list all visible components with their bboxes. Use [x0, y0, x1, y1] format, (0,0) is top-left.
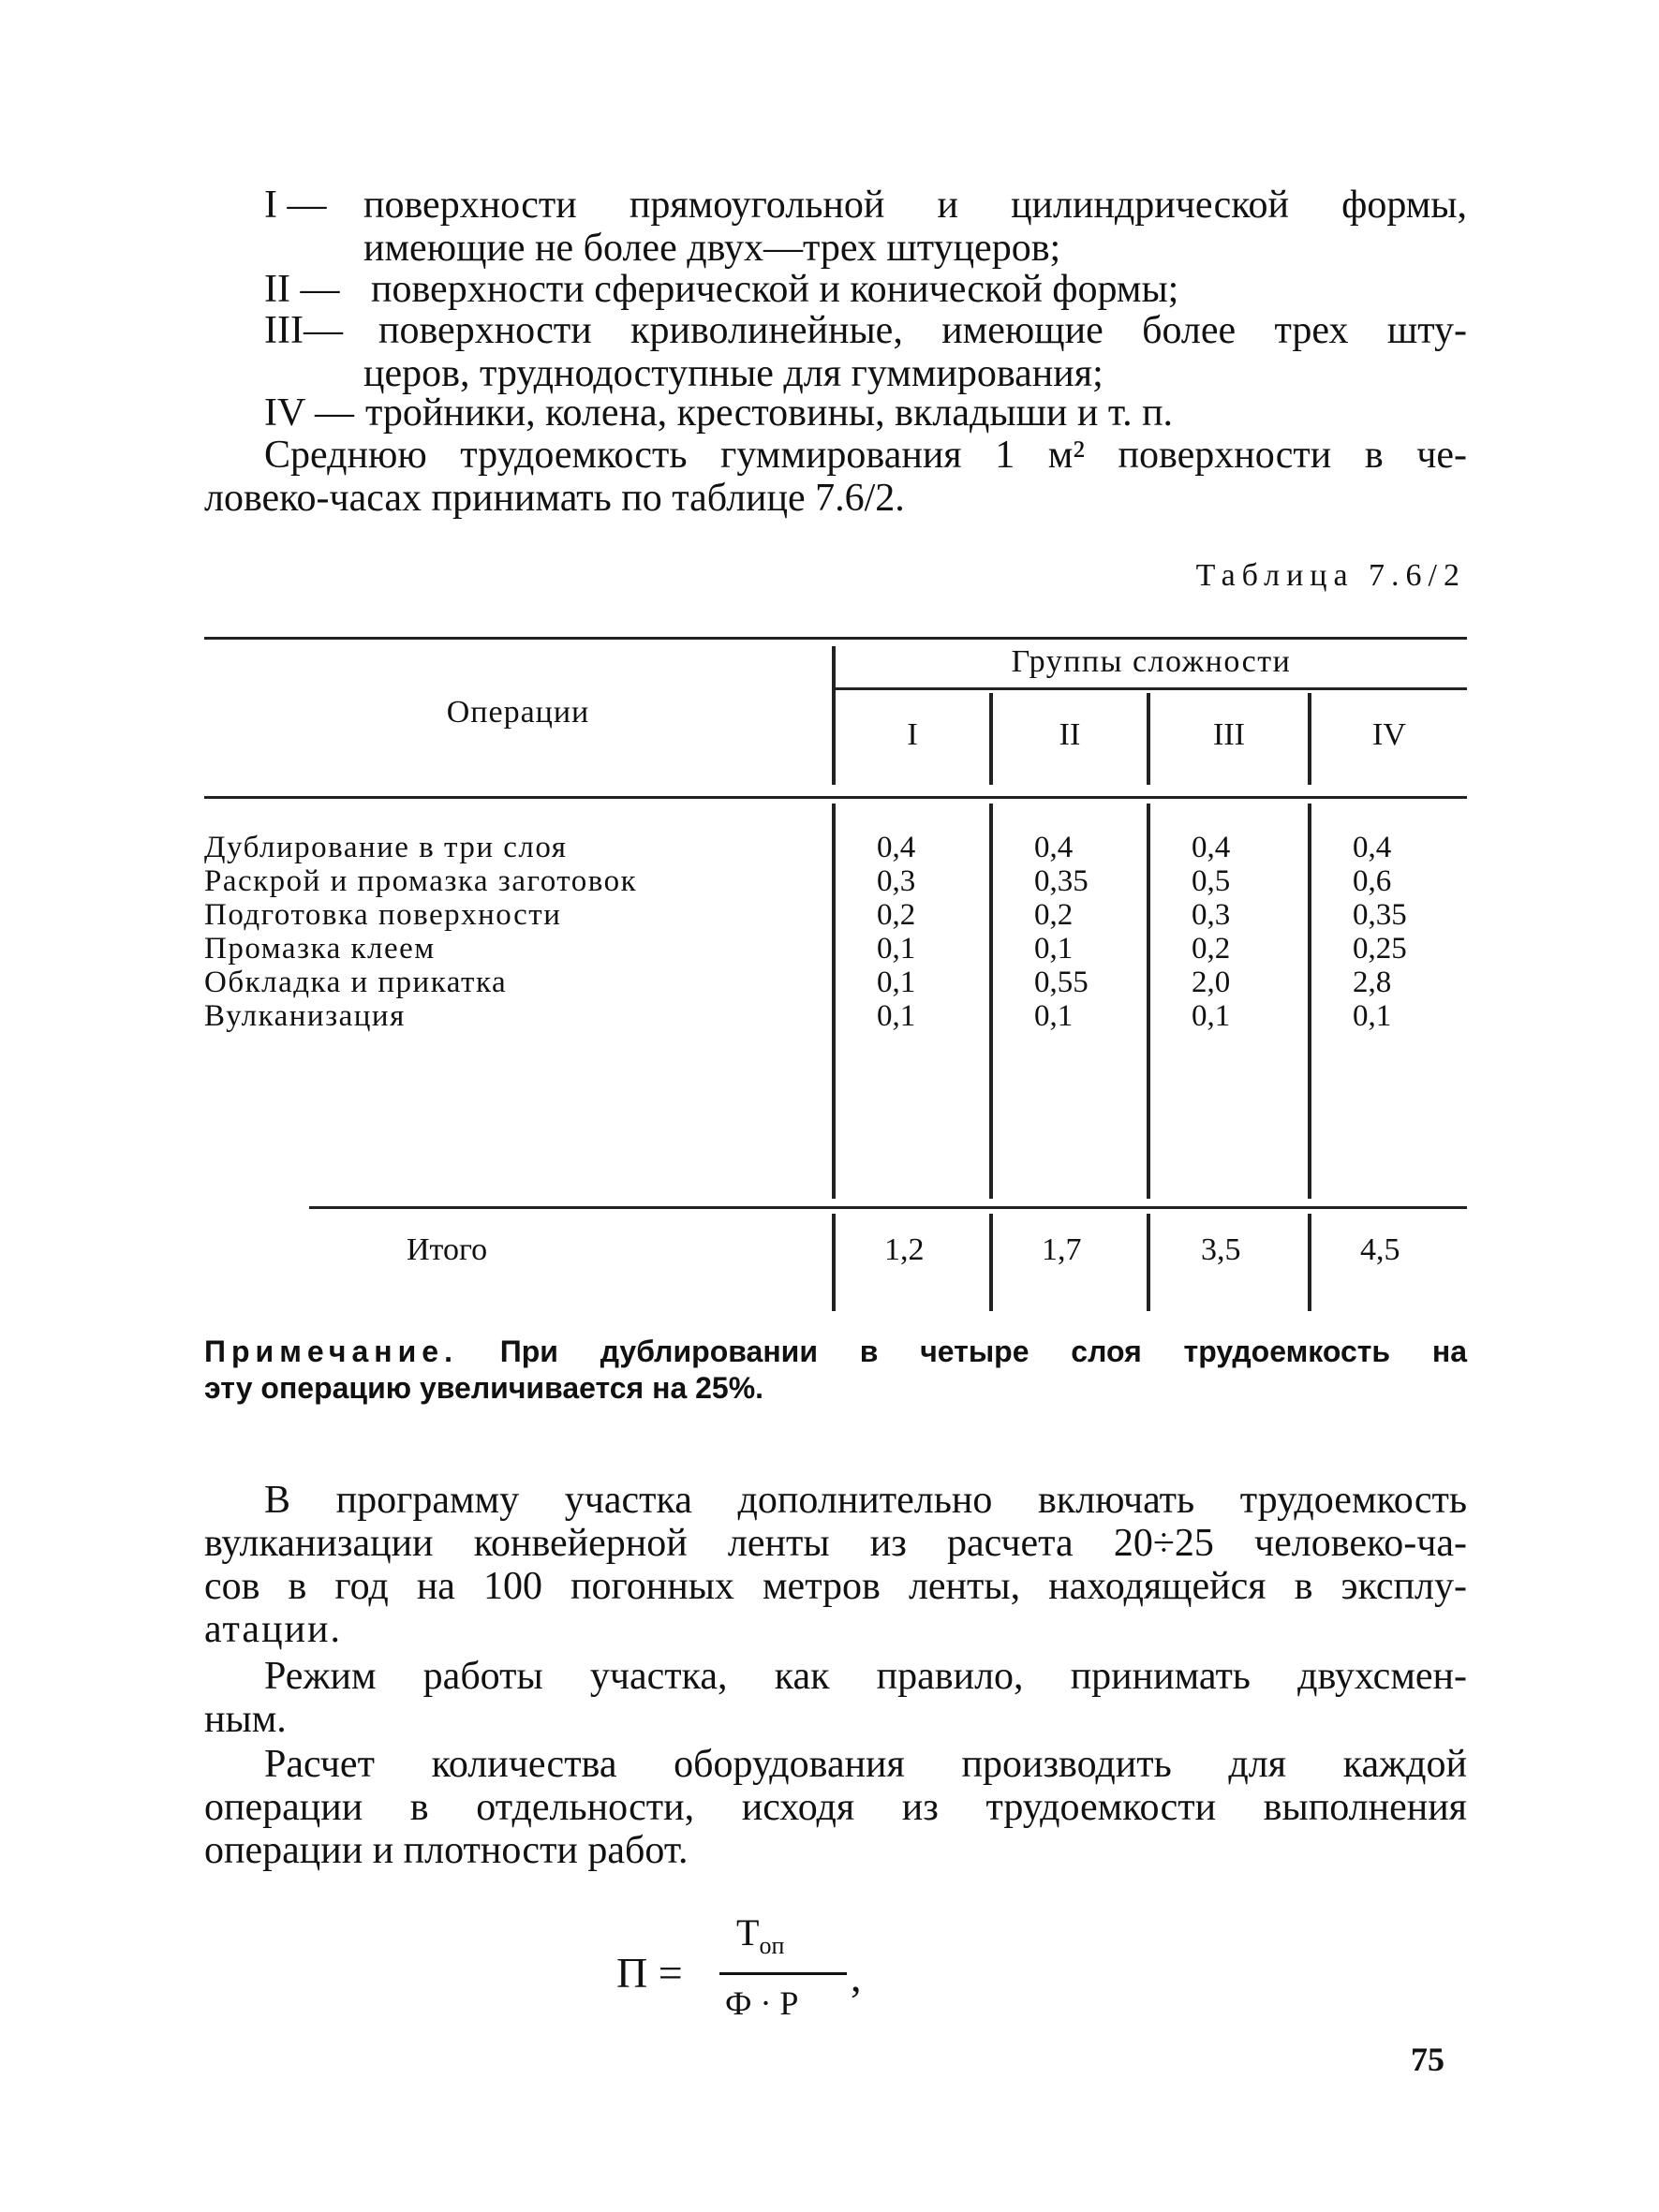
table-row-operation: Дублирование в три слоя: [204, 831, 568, 864]
table-divider-col: [989, 1214, 993, 1311]
table-cell: 0,3: [877, 864, 916, 898]
header-complexity-groups: Группы сложности: [1011, 644, 1292, 679]
group-i: [264, 184, 1467, 270]
table-cell: 0,1: [877, 932, 916, 966]
table-total-rule: [309, 1206, 1467, 1209]
table-row-operation: Обкладка и прикатка: [204, 966, 508, 999]
group-ii: [264, 268, 1467, 311]
header-group-i: I: [907, 717, 918, 752]
group-text-line: тройники, колена, крестовины, вкладыши и т. п.: [365, 391, 1174, 435]
table-cell: 0,35: [1353, 898, 1407, 932]
para2-line: ным.: [204, 1698, 287, 1741]
operations-column: [204, 831, 637, 1033]
group-numeral: IV —: [264, 391, 355, 435]
table-caption: Таблица 7.6/2: [1195, 558, 1466, 593]
note-label: Примечание.: [204, 1335, 458, 1368]
table-cell: 0,1: [1034, 999, 1074, 1033]
table-cell: 0,3: [1192, 898, 1231, 932]
table-cell: 0,1: [877, 999, 916, 1033]
table-cell: 0,5: [1192, 864, 1231, 898]
formula-comma: ,: [851, 1953, 862, 2000]
para1-line: вулканизации конвейерной ленты из расчета 20÷25 человеко-ча-: [204, 1522, 1467, 1565]
fraction-bar: [719, 1972, 847, 1975]
total-group-ii: 1,7: [1042, 1232, 1082, 1267]
formula-denominator: Ф · Р: [725, 1984, 799, 2022]
total-group-i: 1,2: [884, 1232, 925, 1267]
para3-line: операции в отдельности, исходя из трудоемкости выполнения: [204, 1786, 1467, 1829]
table-cell: 2,8: [1353, 966, 1392, 999]
table-divider-col: [1308, 804, 1311, 1199]
table-cell: 0,25: [1353, 932, 1407, 966]
table-cell: 0,2: [1034, 898, 1074, 932]
table-cell: 0,1: [877, 966, 916, 999]
formula-lhs: П =: [616, 1949, 683, 1997]
table-row-operation: Раскрой и промазка заготовок: [204, 864, 638, 898]
table-cell: 2,0: [1192, 966, 1231, 999]
table-row-operation: Подготовка поверхности: [204, 898, 562, 932]
table-cell: 0,1: [1034, 932, 1074, 966]
group-iv: [264, 391, 1467, 435]
table-divider-col: [1147, 804, 1150, 1199]
table-group-rule: [834, 687, 1467, 690]
table-cell: 0,35: [1034, 864, 1089, 898]
table-top-rule: [204, 637, 1467, 640]
table-cell: 0,55: [1034, 966, 1089, 999]
values-column-iii: [1192, 831, 1230, 1033]
table-cell: 0,1: [1192, 999, 1231, 1033]
values-column-i: [877, 831, 915, 1033]
table-divider-ops: [832, 804, 836, 1199]
table-cell: 0,4: [877, 831, 916, 864]
note-text-1: При дублировании в четыре слоя трудоемкость на: [457, 1335, 1467, 1368]
note-line-2: эту операцию увеличивается на 25%.: [204, 1371, 764, 1405]
note-line-1: [204, 1334, 1467, 1370]
table-cell: 0,4: [1353, 831, 1392, 864]
intro-line-2: ловеко-часах принимать по таблице 7.6/2.: [204, 477, 905, 520]
table-divider-col: [1147, 1214, 1150, 1311]
formula-numerator: [736, 1910, 784, 1960]
values-column-iv: [1353, 831, 1407, 1033]
intro-line-1: Среднюю трудоемкость гуммирования 1 м² поверхности в че-: [264, 434, 1467, 477]
para3-line: операции и плотности работ.: [204, 1829, 689, 1872]
table-note: [204, 1334, 1467, 1407]
para2-line: Режим работы участка, как правило, принимать двухсмен-: [264, 1655, 1467, 1698]
table-cell: 0,2: [877, 898, 916, 932]
table-divider-ops: [832, 1214, 836, 1311]
table-header-rule: [204, 796, 1467, 799]
table-cell: 0,4: [1192, 831, 1231, 864]
formula-numerator-sub: оп: [759, 1932, 785, 1959]
header-group-iii: III: [1213, 717, 1245, 752]
group-text-line: поверхности сферической и конической формы;: [371, 268, 1179, 311]
table-row-operation: Вулканизация: [204, 999, 406, 1033]
total-group-iv: 4,5: [1360, 1232, 1400, 1267]
table-cell: 0,6: [1353, 864, 1392, 898]
formula-numerator-base: Т: [736, 1911, 760, 1954]
table-row-operation: Промазка клеем: [204, 932, 436, 966]
group-numeral: II —: [264, 268, 340, 311]
page-number: 75: [1411, 2041, 1444, 2078]
equipment-formula: [616, 1910, 860, 2042]
para3-line: Расчет количества оборудования производить для каждой: [264, 1743, 1467, 1786]
values-column-ii: [1034, 831, 1089, 1033]
para1-line: атации.: [204, 1608, 342, 1651]
group-numeral: III—: [264, 309, 343, 352]
table-divider-col: [989, 804, 993, 1199]
para1-line: В программу участка дополнительно включать трудоемкость: [264, 1479, 1467, 1522]
table-cell: 0,4: [1034, 831, 1074, 864]
table-cell: 0,2: [1192, 932, 1231, 966]
total-group-iii: 3,5: [1201, 1232, 1241, 1267]
group-iii: [264, 309, 1467, 395]
table-cell: 0,1: [1353, 999, 1392, 1033]
total-label: Итого: [407, 1232, 488, 1267]
header-group-ii: II: [1059, 717, 1081, 752]
table-divider-col: [1308, 1214, 1311, 1311]
group-text-line: поверхности прямоугольной и цилиндрической формы,: [363, 184, 1467, 227]
group-text-line: церов, труднодоступные для гуммирования;: [363, 352, 1104, 395]
group-text-line: имеющие не более двух—трех штуцеров;: [363, 227, 1061, 270]
para1-line: сов в год на 100 погонных метров ленты, находящейся в эксплу-: [204, 1565, 1467, 1608]
header-operations: Операции: [446, 695, 590, 730]
group-text-line: поверхности криволинейные, имеющие более трех шту-: [378, 309, 1467, 352]
group-numeral: I —: [264, 184, 327, 227]
header-group-iv: IV: [1372, 717, 1406, 752]
